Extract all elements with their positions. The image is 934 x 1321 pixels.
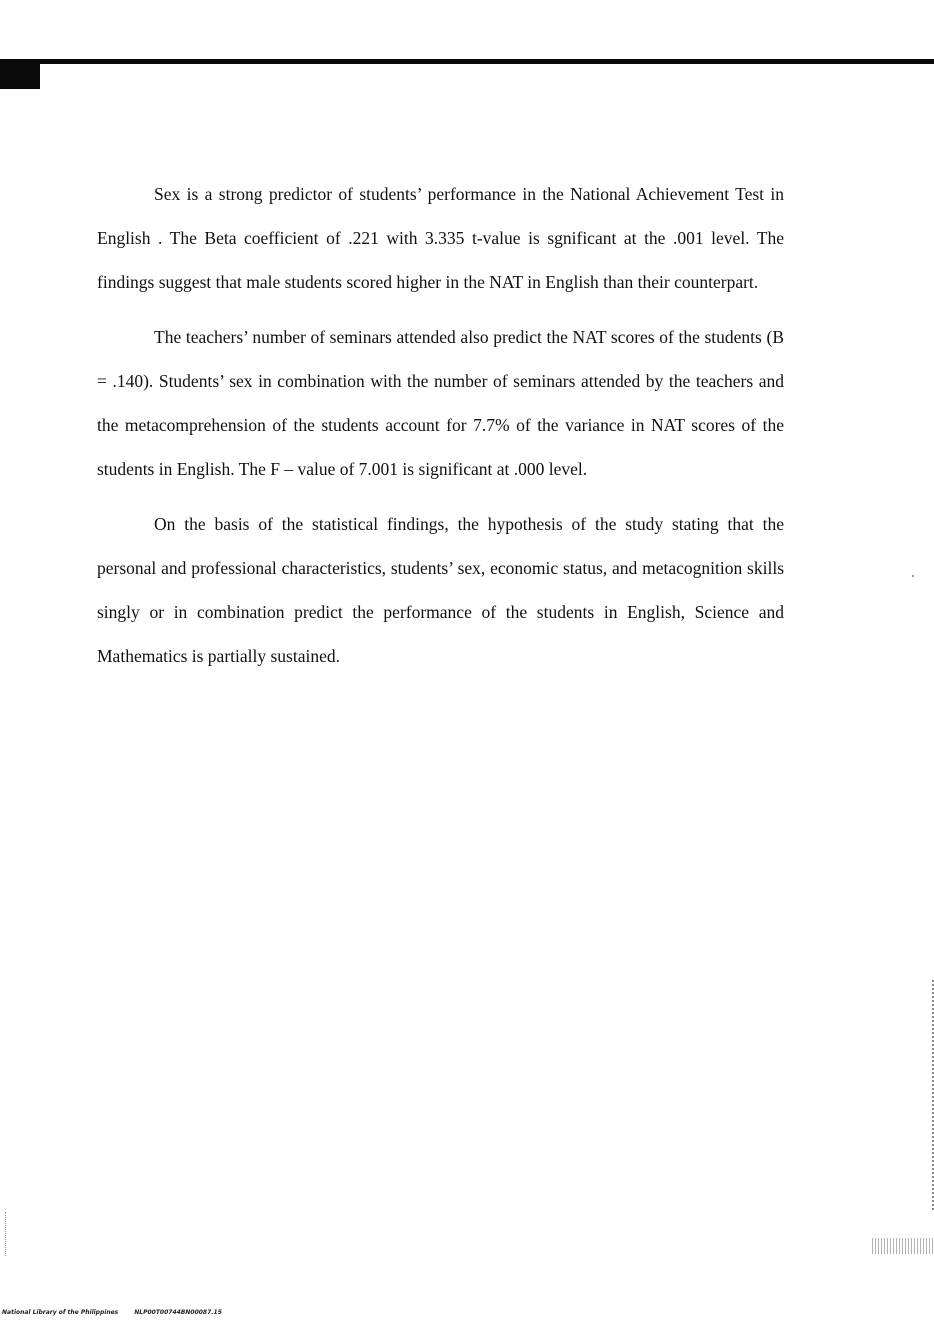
footer-archive-stamp (0, 1309, 222, 1321)
footer-document-code: NLP00T00744BN00087.15 (134, 1309, 222, 1316)
scan-speck (912, 575, 914, 577)
scan-top-border (0, 59, 934, 64)
scan-edge-noise (926, 980, 934, 1210)
scan-left-noise (5, 1212, 10, 1256)
paragraph-sex-predictor: Sex is a strong predictor of students’ performance in the National Achievement Test in English . The Beta coefficient of .221 with 3.335 t-value is sgnificant at the .001 level. The findings suggest that male students scored higher in the NAT in English than their counterpart. (97, 184, 784, 292)
paragraph-seminars-predictor: The teachers’ number of seminars attended also predict the NAT scores of the students (B = .140). Students’ sex in combination with the number of seminars attended by the teachers and the metacomprehension of the students account for 7.7% of the variance in NAT scores of the students in English. The F – value of 7.001 is significant at .000 level. (97, 327, 784, 479)
scan-corner-smudge (872, 1238, 934, 1254)
footer-library-name: National Library of the Philippines (2, 1309, 119, 1316)
paragraph-hypothesis-conclusion: On the basis of the statistical findings, the hypothesis of the study stating that the personal and professional characteristics, students’ sex, economic status, and metacognition skills singly or in combination predict the performance of the students in English, Science and Mathematics is partially sustained. (97, 514, 784, 666)
scan-corner-mark (0, 59, 40, 89)
document-body (97, 172, 784, 689)
